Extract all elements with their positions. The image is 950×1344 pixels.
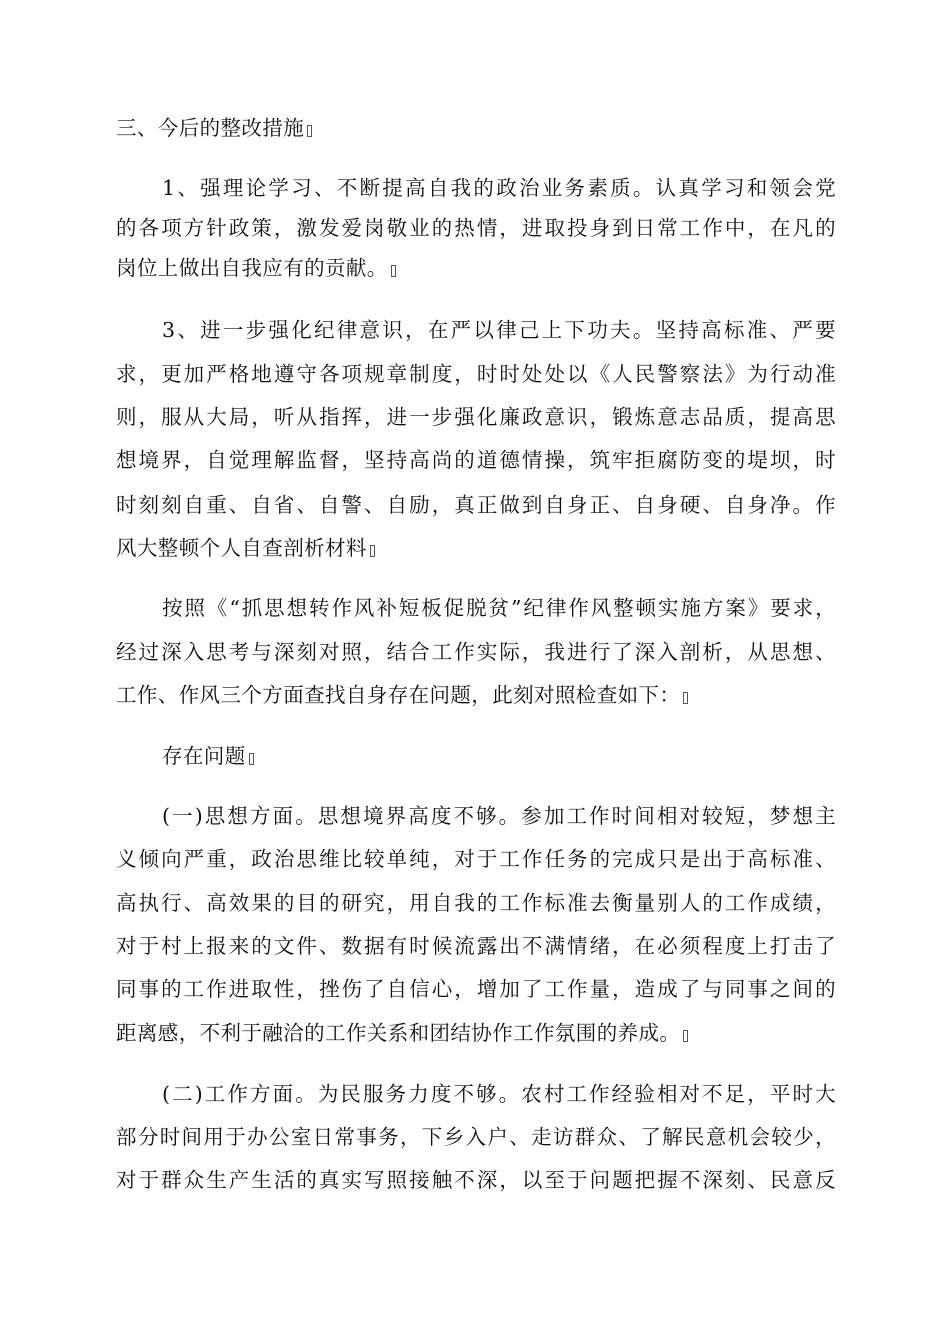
line-text: 则，服从大局，听从指挥，进一步强化廉政意识，锻炼意志品质，提高思 <box>116 405 836 429</box>
section-heading <box>116 114 836 142</box>
line-text: 高执行、高效果的目的研究，用自我的工作标准去衡量别人的工作成绩， <box>116 891 836 915</box>
line-text: (一)思想方面。思想境界高度不够。参加工作时间相对较短，梦想主 <box>162 804 836 828</box>
text-line <box>116 446 836 474</box>
line-text: 部分时间用于办公室日常事务，下乡入户、走访群众、了解民意机会较少， <box>116 1125 836 1149</box>
text-line <box>162 802 836 830</box>
paragraph-mark-icon <box>683 1030 688 1042</box>
text-line <box>116 975 836 1003</box>
paragraph-mark-icon <box>249 753 254 765</box>
text-line <box>116 214 836 242</box>
line-text: 想境界，自觉理解监督，坚持高尚的道德情操，筑牢拒腐防变的堤坝，时 <box>116 448 836 472</box>
text-line <box>116 403 836 431</box>
text-line <box>116 254 836 282</box>
line-text: 工作、作风三个方面查找自身存在问题，此刻对照检查如下： <box>116 683 681 707</box>
paragraph-mark-icon <box>307 125 312 137</box>
line-text: 距离感，不利于融洽的工作关系和团结协作工作氛围的养成。 <box>116 1021 681 1045</box>
line-text: 求，更加严格地遵守各项规章制度，时时处处以《人民警察法》为行动准 <box>116 362 836 386</box>
text-line <box>116 932 836 960</box>
line-text: 按照《“抓思想转作风补短板促脱贫”纪律作风整顿实施方案》要求， <box>162 596 836 620</box>
subheading <box>162 742 836 770</box>
line-text: 岗位上做出自我应有的贡献。 <box>116 256 388 280</box>
text-line <box>116 681 836 709</box>
text-line <box>162 594 836 622</box>
line-text: 时刻刻自重、自省、自警、自励，真正做到自身正、自身硬、自身净。作 <box>116 493 836 517</box>
line-text: 三、今后的整改措施 <box>116 116 305 140</box>
paragraph-mark-icon <box>370 545 375 557</box>
paragraph-mark-icon <box>683 692 688 704</box>
text-line <box>162 1080 836 1108</box>
text-line <box>116 491 836 519</box>
line-text: 存在问题 <box>162 744 246 768</box>
text-line <box>116 638 836 666</box>
text-line <box>116 845 836 873</box>
text-line <box>116 360 836 388</box>
text-line <box>162 174 836 202</box>
text-line <box>116 1123 836 1151</box>
line-text: 1、强理论学习、不断提高自我的政治业务素质。认真学习和领会党 <box>162 176 836 200</box>
line-text: (二)工作方面。为民服务力度不够。农村工作经验相对不足，平时大 <box>162 1082 836 1106</box>
text-line <box>116 534 836 562</box>
text-line <box>116 1019 836 1047</box>
line-text: 风大整顿个人自查剖析材料 <box>116 536 367 560</box>
text-line <box>116 889 836 917</box>
line-text: 经过深入思考与深刻对照，结合工作实际，我进行了深入剖析，从思想、 <box>116 640 836 664</box>
line-text: 对于村上报来的文件、数据有时候流露出不满情绪，在必须程度上打击了 <box>116 934 836 958</box>
line-text: 对于群众生产生活的真实写照接触不深，以至于问题把握不深刻、民意反 <box>116 1168 836 1192</box>
line-text: 的各项方针政策，激发爱岗敬业的热情，进取投身到日常工作中，在凡的 <box>116 216 836 240</box>
text-line <box>162 316 836 344</box>
line-text: 义倾向严重，政治思维比较单纯，对于工作任务的完成只是出于高标准、 <box>116 847 836 871</box>
line-text: 3、进一步强化纪律意识，在严以律己上下功夫。坚持高标准、严要 <box>162 318 836 342</box>
text-line <box>116 1166 836 1194</box>
paragraph-mark-icon <box>391 265 396 277</box>
line-text: 同事的工作进取性，挫伤了自信心，增加了工作量，造成了与同事之间的 <box>116 977 836 1001</box>
